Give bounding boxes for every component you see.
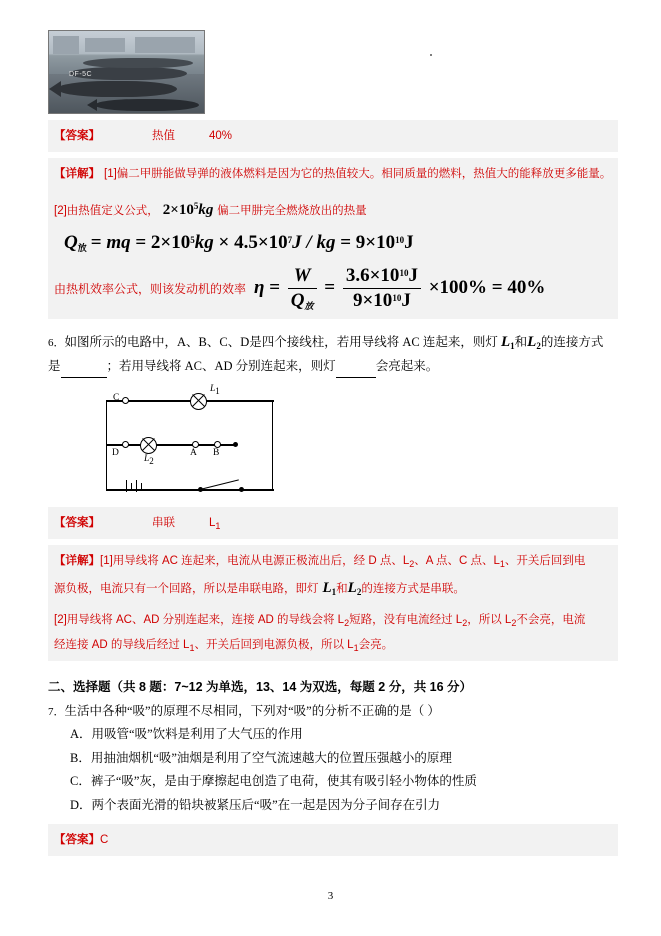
detail-tag: 【详解】: [54, 555, 100, 568]
detail-row-q5: [48, 158, 618, 319]
detail-3-pre: 由热机效率公式，则该发动机的效率: [54, 281, 247, 296]
q6-detail-2d: 不会亮，电流: [516, 614, 586, 627]
answer-tag: 【答案】: [54, 517, 100, 530]
q6-detail-l1-sub: 1: [331, 586, 337, 597]
q6-blank-2: [336, 356, 376, 379]
q6-detail-2c-sub: 2: [511, 618, 517, 629]
q6-detail-2b-sub: 2: [462, 618, 468, 629]
lamp-l1: [190, 393, 207, 410]
mass-exponent: 5: [193, 200, 199, 211]
q7-option-a: A．用吸管“吸”饮料是利用了大气压的作用: [70, 726, 303, 741]
circuit-diagram: [96, 386, 286, 501]
photo-building: [85, 38, 125, 53]
label-lamp2-sub: 2: [149, 456, 154, 467]
lamp-l2: [140, 437, 157, 454]
q6-detail-1a: [1]用导线将 AC 连起来，电流从电源正极流出后，经 D 点、L: [100, 555, 410, 568]
q6-detail-l1: L: [322, 579, 332, 596]
photo-missile-nose: [49, 81, 61, 97]
label-a: A: [190, 448, 197, 459]
switch-contact: [239, 487, 244, 492]
formula-heat-released: $Q_放$ = mq = $2\times 10^5kg \times 4.5\times 10^7J$ / kg = $9\times 10^{10}J$: [64, 232, 414, 254]
answer-row-q6: [48, 507, 618, 539]
q7-text: 生活中各种“吸”的原理不尽相同，下列对“吸”的分析不正确的是（ ）: [64, 703, 440, 718]
wire-right: [272, 400, 273, 490]
q6-detail-2b: 短路，没有电流经过 L: [349, 614, 463, 627]
junction-node: [233, 442, 238, 447]
q6-and: 和: [514, 335, 528, 350]
answer-tag: 【答案】: [54, 130, 100, 142]
q6-detail-and: 和: [336, 582, 348, 595]
q6-l2-sub: 2: [536, 341, 541, 352]
detail-2-post: 偏二甲肼完全燃烧放出的热量: [217, 204, 367, 217]
q6-detail-line3: [54, 607, 612, 632]
section-heading: 二、选择题（共 8 题：7~12 为单选，13、14 为双选，每题 2 分，共 16 分）: [48, 679, 473, 694]
q6-detail-1d: 源负极，电流只有一个回路，所以是串联电路，即灯: [54, 582, 319, 595]
q6-detail-2a-sub: 2: [344, 618, 350, 629]
terminal-b-node: [214, 441, 221, 448]
mass-value: 2×10: [162, 201, 194, 218]
q6-l1-sub: 1: [510, 341, 515, 352]
label-lamp1: [210, 384, 220, 396]
detail-row-q6: [48, 545, 618, 661]
q7-option-b: B．用抽油烟机“吸”油烟是利用了空气流速越大的位置压强越小的原理: [70, 750, 452, 765]
q6-text-b: 的连接方式: [540, 335, 604, 350]
question-6: [48, 329, 618, 378]
stray-dot: [430, 54, 432, 56]
photo-missile: [95, 99, 199, 111]
q7-option-d: D．两个表面光滑的铅块被紧压后“吸”在一起是因为分子间存在引力: [70, 798, 441, 813]
photo-building: [53, 36, 79, 54]
q6-detail-2e: 经连接 AD 的导线后经过 L: [54, 639, 190, 652]
answer-row-q5: [48, 120, 618, 152]
terminal-c-node: [122, 397, 129, 404]
answer-value-2: 40%: [209, 130, 233, 142]
label-lamp1-sub: 1: [215, 386, 220, 397]
terminal-d-node: [122, 441, 129, 448]
answer-row-q7: [48, 824, 618, 856]
detail-text-2: [54, 198, 612, 223]
q6-l1: L: [500, 334, 511, 351]
detail-tag: 【详解】: [54, 167, 100, 180]
q6-detail-2f-sub: 1: [353, 643, 359, 654]
photo-building: [135, 37, 195, 53]
label-lamp2: [144, 454, 154, 466]
label-c: C: [113, 393, 120, 404]
question-7: [48, 701, 618, 723]
label-d: D: [112, 448, 119, 459]
q7-number: 7．: [48, 705, 65, 718]
q6-detail-1b-sub: 1: [499, 559, 505, 570]
q6-detail-1c: 、开关后回到电: [504, 555, 586, 568]
q6-detail-2c: ，所以 L: [467, 614, 512, 627]
q6-detail-l2: L: [347, 579, 357, 596]
q6-blank-1: [61, 356, 107, 379]
q6-text-a: 如图所示的电路中，A、B、C、D是四个接线柱，若用导线将 AC 连起来，则灯: [64, 335, 498, 350]
q7-option-c: C．裤子“吸”灰，是由于摩擦起电创造了电荷，使其有吸引轻小物体的性质: [70, 774, 477, 789]
answer-value-2: $L_1$: [209, 517, 221, 532]
photo-missile: [83, 58, 193, 68]
q6-detail-1b: 、A 点、C 点、L: [414, 555, 500, 568]
q6-detail-l2-sub: 2: [356, 586, 362, 597]
formula-efficiency-row: 由热机效率公式，则该发动机的效率 η = $\frac{W}{Q_放}$ = $\frac{3.6\times 10^{10}J}{9\times 10^{10}J}$ ×100% = 40%: [54, 264, 546, 311]
label-lamp2-letter: L: [144, 454, 150, 465]
missile-label: DF-5C: [69, 71, 93, 78]
answer-tag: 【答案】: [54, 833, 100, 846]
photo-missile-nose: [87, 99, 97, 111]
q6-detail-1a-sub: 2: [409, 559, 415, 570]
label-b: B: [213, 448, 220, 459]
label-lamp1-letter: L: [210, 384, 216, 395]
q6-detail-2g: 会亮。: [358, 639, 394, 652]
answer-value-1: 热值: [152, 130, 175, 142]
q6-detail-line4: [54, 632, 612, 657]
answer-value: C: [100, 833, 109, 846]
q6-detail-2e-sub: 1: [189, 643, 195, 654]
q6-text-e: 会亮起来。: [375, 358, 439, 373]
switch-pivot: [198, 487, 203, 492]
photo-missile: [57, 81, 177, 97]
answer-value-1: 串联: [152, 517, 175, 530]
q6-text-d: ；若用导线将 AC、AD 分别连起来，则灯: [106, 358, 336, 373]
q6-detail-2f: 、开关后回到电源负极，所以 L: [194, 639, 354, 652]
detail-2-pre: [2]由热值定义公式，: [54, 204, 159, 217]
q6-number: 6．: [48, 337, 65, 350]
q6-detail-1e: 的连接方式是串联。: [361, 582, 465, 595]
terminal-a-node: [192, 441, 199, 448]
q6-l2: L: [527, 334, 537, 351]
mass-unit: kg: [198, 201, 214, 218]
q6-detail-2a: [2]用导线将 AC、AD 分别连起来，连接 AD 的导线会将 L: [54, 614, 345, 627]
missile-photo: [48, 30, 205, 114]
page-content: [48, 30, 618, 856]
q6-detail-line2: [54, 573, 612, 603]
page-number: 3: [327, 890, 334, 902]
detail-text-1: [1]偏二甲肼能做导弹的液体燃料是因为它的热值较大。相同质量的燃料，热值大的能释放更多能量。: [104, 167, 612, 180]
q6-text-c: 是: [48, 358, 61, 373]
